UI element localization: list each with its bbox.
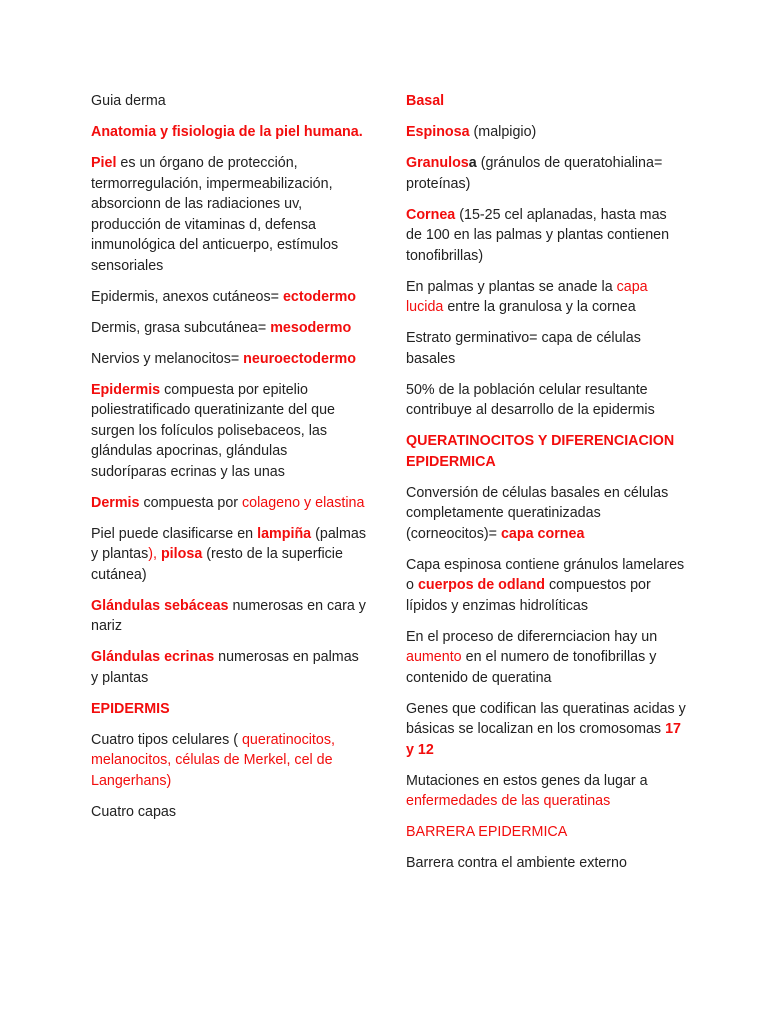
text-run: (malpigio) xyxy=(469,124,537,140)
paragraph xyxy=(91,524,366,586)
text-run: Guia derma xyxy=(91,93,166,109)
text-run: Glándulas sebáceas xyxy=(91,597,229,614)
paragraph xyxy=(406,822,686,843)
text-run: numerosas en cara y nariz xyxy=(91,597,366,634)
text-run: Genes que codifican las queratinas acidas y básicas se localizan en los cromosomas xyxy=(406,700,686,737)
text-run: compuesta por xyxy=(139,494,242,511)
text-run: Cuatro capas xyxy=(91,803,177,820)
text-run: BARRERA EPIDERMICA xyxy=(406,824,568,840)
text-run: Barrera contra el ambiente externo xyxy=(406,855,627,871)
paragraph xyxy=(91,122,366,143)
text-run: Dermis xyxy=(91,494,140,511)
paragraph xyxy=(406,328,686,369)
text-run: (palmas y plantas xyxy=(91,525,366,562)
text-run: (resto de la superficie cutánea) xyxy=(91,546,343,583)
text-run: mesodermo xyxy=(270,319,352,336)
paragraph xyxy=(406,122,686,143)
text-run: Cornea xyxy=(406,206,456,223)
paragraph xyxy=(406,627,686,689)
text-run: enfermedades de las queratinas xyxy=(406,793,611,809)
text-run: compuesta por epitelio poliestratificado queratinizante del que surgen los folículos polisebaceos, las glándulas apocrinas, glándulas sudoríparas ecrinas y las unas xyxy=(91,381,336,480)
paragraph xyxy=(406,277,686,318)
text-run: lampiña xyxy=(257,525,312,542)
text-run: colageno y elastina xyxy=(242,494,365,511)
paragraph xyxy=(406,431,686,472)
text-run: queratinocitos, melanocitos, células de Merkel, cel de Langerhans) xyxy=(91,731,335,789)
text-run: aumento xyxy=(406,649,462,665)
text-run: ), xyxy=(148,546,161,562)
paragraph xyxy=(406,91,686,112)
text-run: compuestos por lípidos y enzimas hidrolíticas xyxy=(406,577,651,614)
text-run: (gránulos de queratohialina= proteínas) xyxy=(406,155,663,192)
text-run: Espinosa xyxy=(406,124,470,140)
text-run: pilosa xyxy=(160,546,203,562)
text-run: Glándulas ecrinas xyxy=(91,649,215,665)
text-run: Cuatro tipos celulares ( xyxy=(91,731,242,748)
text-run: 50% de la población celular resultante contribuye al desarrollo de la epidermis xyxy=(406,381,655,418)
text-run: ectodermo xyxy=(282,288,357,305)
paragraph xyxy=(91,730,366,792)
paragraph xyxy=(91,493,366,514)
paragraph xyxy=(91,699,366,720)
text-run: cuerpos de odland xyxy=(417,577,546,593)
text-run: En el proceso de diferernciacion hay un xyxy=(406,628,658,645)
text-run: Anatomia y fisiologia de la piel humana. xyxy=(91,124,363,140)
left-column xyxy=(91,91,366,833)
paragraph xyxy=(91,802,366,823)
text-run: Estrato germinativo= capa de células basales xyxy=(406,330,641,367)
paragraph xyxy=(406,380,686,421)
text-run: es un órgano de protección, termorregulación, impermeabilización, absorcionn de las radiaciones uv, producción de vitaminas d, defensa inmunológica del anticuerpo, estímulos sensoriales xyxy=(91,155,339,274)
paragraph xyxy=(406,205,686,267)
paragraph xyxy=(406,483,686,545)
paragraph xyxy=(91,153,366,276)
text-run: En palmas y plantas se anade la xyxy=(406,278,617,295)
text-run: Piel xyxy=(91,155,117,171)
paragraph xyxy=(91,318,366,339)
text-run: Granulos xyxy=(406,155,469,171)
paragraph xyxy=(406,853,686,874)
paragraph xyxy=(91,380,366,483)
right-column xyxy=(406,91,686,884)
text-run: Basal xyxy=(406,93,445,109)
text-run: 17 y 12 xyxy=(406,721,681,758)
text-run: EPIDERMIS xyxy=(91,700,170,717)
text-run: neuroectodermo xyxy=(243,350,356,367)
text-run: a xyxy=(468,155,477,171)
paragraph xyxy=(91,91,366,112)
paragraph xyxy=(91,647,366,688)
paragraph xyxy=(406,153,686,194)
paragraph xyxy=(406,555,686,617)
text-run: capa lucida xyxy=(406,278,648,315)
text-run: entre la granulosa y la cornea xyxy=(443,299,636,315)
text-run: Piel puede clasificarse en xyxy=(91,525,258,542)
text-run: en el numero de tonofibrillas y contenido de queratina xyxy=(406,649,657,686)
paragraph xyxy=(91,596,366,637)
paragraph xyxy=(406,699,686,761)
text-run: Conversión de células basales en células completamente queratinizadas (corneocitos)= xyxy=(406,484,669,542)
text-run: numerosas en palmas y plantas xyxy=(91,649,359,686)
paragraph xyxy=(91,287,366,308)
paragraph xyxy=(91,349,366,370)
text-run: QUERATINOCITOS Y DIFERENCIACION EPIDERMICA xyxy=(406,433,675,470)
paragraph xyxy=(406,771,686,812)
text-run: Dermis, grasa subcutánea= xyxy=(91,319,271,336)
text-run: capa cornea xyxy=(500,525,585,542)
text-run: Epidermis, anexos cutáneos= xyxy=(91,288,283,305)
text-run: (15-25 cel aplanadas, hasta mas de 100 en las palmas y plantas contienen tonofibrillas) xyxy=(406,206,670,264)
text-run: Nervios y melanocitos= xyxy=(91,350,244,367)
text-run: Capa espinosa contiene gránulos lamelares o xyxy=(406,556,685,593)
text-run: Mutaciones en estos genes da lugar a xyxy=(406,772,648,789)
text-run: Epidermis xyxy=(91,381,161,398)
